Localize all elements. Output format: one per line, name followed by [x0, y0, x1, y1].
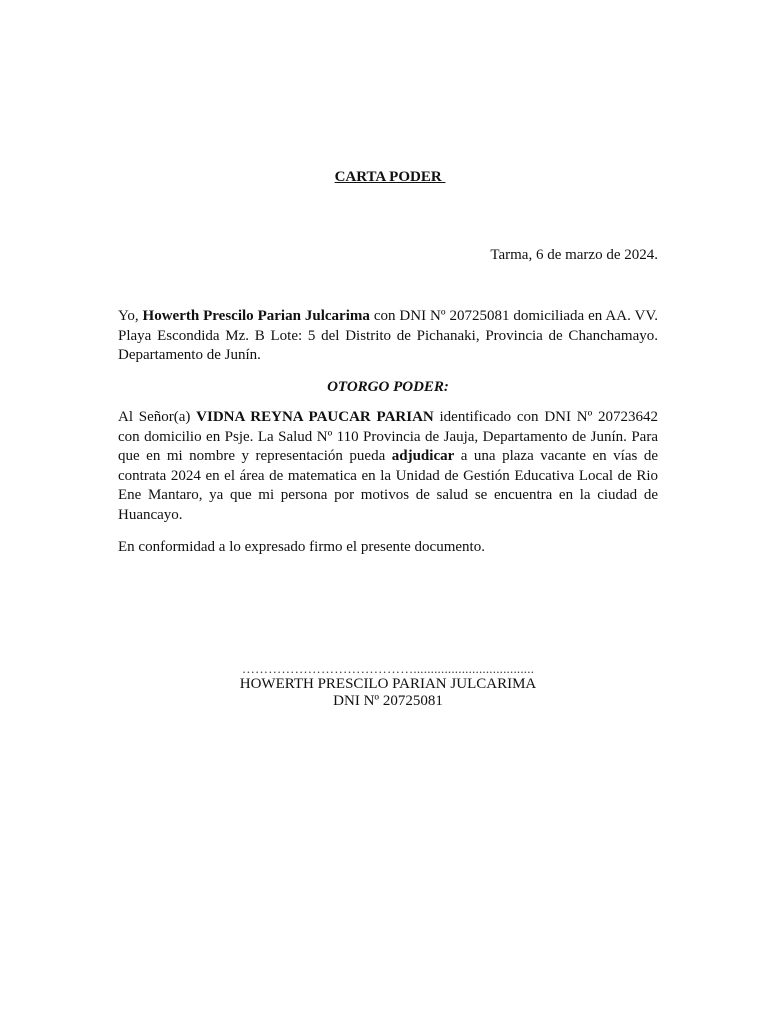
- closing-paragraph: En conformidad a lo expresado firmo el presente documento.: [118, 539, 485, 555]
- grant-action: adjudicar: [391, 448, 455, 464]
- date-line: Tarma, 6 de marzo de 2024.: [490, 247, 658, 263]
- grantor-details: con DNI Nº 20725081 domiciliada en AA. VV. Playa Escondida Mz. B Lote: 5 del Distrito de Pichanaki, Provincia de Chanchamayo. Departamento de Junín.: [118, 308, 658, 363]
- signature-block: [0, 662, 768, 710]
- grantor-prefix: Yo,: [118, 308, 143, 324]
- grantee-prefix: Al Señor(a): [118, 409, 197, 425]
- grantor-name: Howerth Prescilo Parian Julcarima: [142, 308, 370, 324]
- signature-line: …………………………………...................................: [241, 661, 535, 676]
- signature-name: HOWERTH PRESCILO PARIAN JULCARIMA: [239, 676, 537, 692]
- grantee-name: VIDNA REYNA PAUCAR PARIAN: [196, 409, 434, 425]
- grantee-paragraph: [118, 408, 658, 525]
- grant-purpose: a una plaza vacante en vías de contrata 2024 en el área de matematica en la Unidad de Gestión Educativa Local de Rio Ene Mantaro, ya que mi persona por motivos de salud se encuentra en la ciudad de Huancayo.: [118, 448, 658, 523]
- grantor-paragraph: [118, 307, 658, 366]
- document-title: CARTA PODER: [334, 169, 446, 185]
- signature-dni: DNI Nº 20725081: [333, 693, 443, 709]
- grantee-details: identificado con DNI Nº 20723642 con domicilio en Psje. La Salud Nº 110 Provincia de Jauja, Departamento de Junín. Para que en mi nombre y representación pueda: [118, 409, 658, 464]
- grant-heading: OTORGO PODER:: [327, 379, 449, 395]
